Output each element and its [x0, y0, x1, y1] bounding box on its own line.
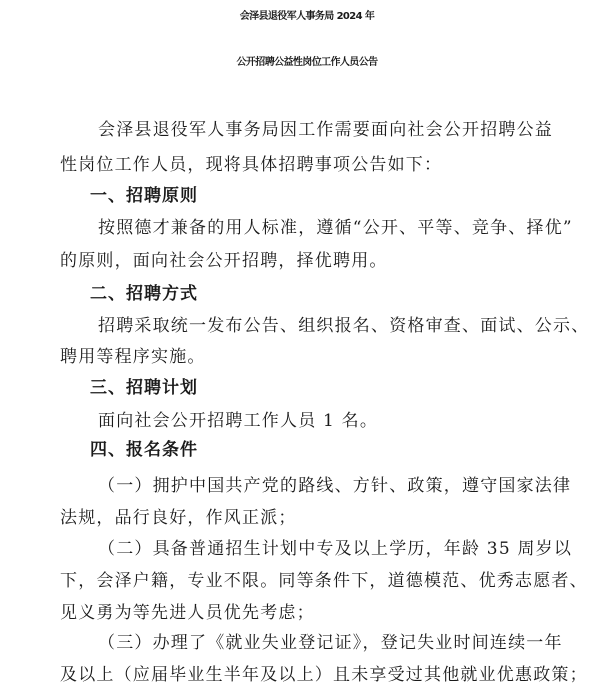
section-2-line-2: 聘用等程序实施。 [60, 347, 206, 367]
section-4-item-3-line-1: （三）办理了《就业失业登记证》，登记失业时间连续一年 [98, 633, 563, 653]
section-4-heading: 四、报名条件 [90, 440, 198, 460]
section-3-line-1: 面向社会公开招聘工作人员 1 名。 [98, 411, 379, 431]
title-line-2: 公开招聘公益性岗位工作人员公告 [236, 57, 378, 68]
section-2-heading: 二、招聘方式 [90, 284, 198, 304]
intro-line-1: 会泽县退役军人事务局因工作需要面向社会公开招聘公益 [98, 120, 553, 140]
intro-line-2: 性岗位工作人员，现将具体招聘事项公告如下： [60, 155, 443, 175]
section-4-item-2-line-2: 下，会泽户籍，专业不限。同等条件下，道德模范、优秀志愿者、 [60, 571, 588, 591]
section-2-line-1: 招聘采取统一发布公告、组织报名、资格审查、面试、公示、 [98, 316, 590, 336]
section-4-item-2-line-1: （二）具备普通招生计划中专及以上学历，年龄 35 周岁以 [98, 539, 573, 559]
section-1-heading: 一、招聘原则 [90, 186, 198, 206]
section-4-item-1-line-2: 法规，品行良好，作风正派； [60, 508, 297, 528]
title-line-1: 会泽县退役军人事务局 2024 年 [239, 11, 375, 22]
section-1-line-1: 按照德才兼备的用人标准，遵循“公开、平等、竞争、择优” [98, 218, 573, 238]
section-1-line-2: 的原则，面向社会公开招聘，择优聘用。 [60, 251, 388, 271]
section-4-item-2-line-3: 见义勇为等先进人员优先考虑； [60, 603, 315, 623]
section-4-item-1-line-1: （一）拥护中国共产党的路线、方针、政策，遵守国家法律 [98, 476, 572, 496]
section-4-item-3-line-2: 及以上（应届毕业生半年及以上）且未享受过其他就业优惠政策； [60, 665, 588, 685]
section-3-heading: 三、招聘计划 [90, 378, 198, 398]
